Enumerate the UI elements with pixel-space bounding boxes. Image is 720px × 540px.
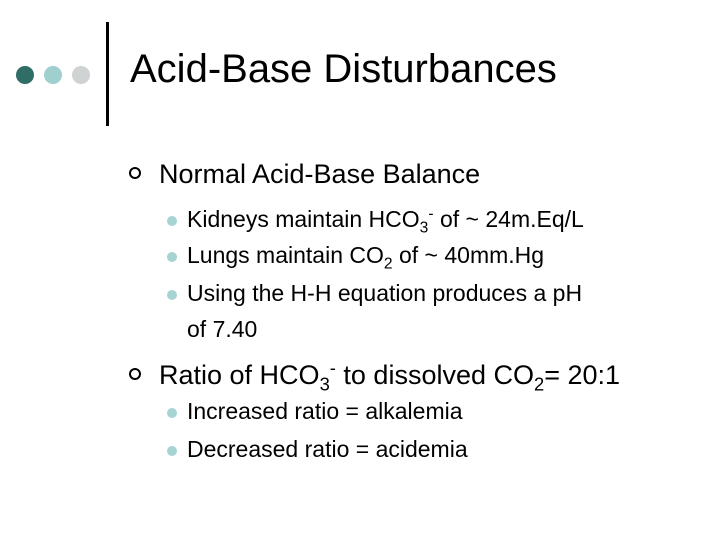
sub-bullet-icon — [167, 408, 177, 418]
point-decreased-ratio: Decreased ratio = acidemia — [187, 436, 468, 462]
point-increased-ratio: Increased ratio = alkalemia — [187, 398, 463, 424]
decorative-dot-dark — [16, 66, 34, 84]
title-divider — [106, 22, 109, 126]
sub-bullet-icon — [167, 290, 177, 300]
sub-bullet-icon — [167, 446, 177, 456]
point-hh-equation-line1: Using the H-H equation produces a pH — [187, 280, 583, 306]
point-kidneys: Kidneys maintain $HCO_3^-$ of ~ 24m.Eq/L — [187, 205, 584, 237]
point-hh-equation-line2: of 7.40 — [187, 316, 258, 342]
slide-title: Acid-Base Disturbances — [130, 47, 557, 91]
section-heading-ratio: Ratio of $HCO_3^-$ to dissolved $CO_2=$ 20:1 — [159, 357, 621, 395]
sub-bullet-icon — [167, 216, 177, 226]
decorative-dot-medium — [44, 66, 62, 84]
hollow-bullet-icon — [129, 167, 141, 179]
section-heading-normal-balance: Normal Acid-Base Balance — [159, 159, 481, 189]
sub-bullet-icon — [167, 252, 177, 262]
hollow-bullet-icon — [129, 368, 141, 380]
decorative-dot-light — [72, 66, 90, 84]
point-lungs: Lungs maintain $CO_2$ of ~ 40mm.Hg — [187, 242, 545, 273]
